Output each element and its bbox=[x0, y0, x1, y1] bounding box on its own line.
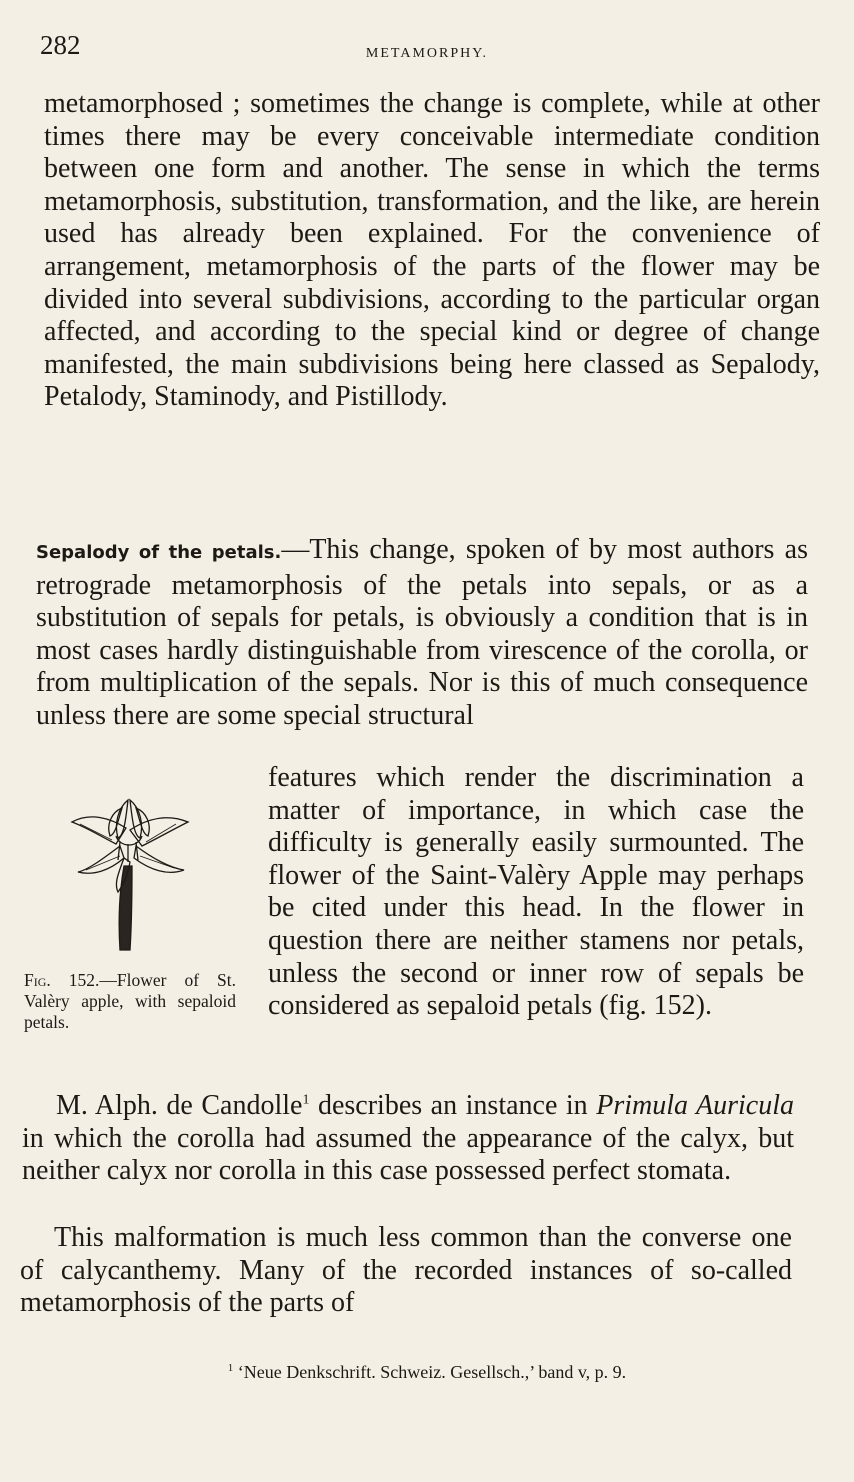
paragraph-sepalody-text: —This change, spoken of by most authors as retrograde metamorphosis of the petals into sepals, or as a substitution of sepals for petals, is obviously a condition that is in most cases hardly distinguishable from virescence of the corolla, or from multiplication of the sepals. Nor is this of much consequence unless there are some special structural bbox=[36, 534, 809, 731]
paragraph-candolle bbox=[22, 1090, 794, 1188]
footnote-mark: 1 bbox=[227, 1362, 234, 1374]
footnote-reference: 1 bbox=[302, 1092, 310, 1108]
paragraph-candolle-text-a: describes an instance in bbox=[309, 1090, 597, 1121]
figure-label: Fig. 152. bbox=[24, 970, 100, 990]
flower-drawing bbox=[60, 788, 200, 958]
page-number: 282 bbox=[40, 30, 81, 60]
figure-caption bbox=[24, 970, 236, 1033]
paragraph-metamorphosis-intro: metamorphosed ; sometimes the change is complete, while at other times there may be every conceivable intermediate condition between one form and another. The sense in which the terms metamorphosis, substitution, transformation, and the like, are herein used has already been explained. For the convenience of arrangement, metamorphosis of the parts of the flower may be divided into several subdivisions, according to the particular organ affected, and according to the special kind or degree of change manifested, the main subdivisions being here classed as Sepalody, Petalody, Staminody, and Pistillody. bbox=[44, 88, 820, 413]
running-head: METAMORPHY. bbox=[365, 46, 489, 61]
paragraph-sepalody bbox=[36, 534, 808, 733]
paragraph-candolle-text-b: in which the corolla had assumed the appearance of the calyx, but neither calyx nor corolla in this case possessed perfect stomata. bbox=[22, 1122, 794, 1187]
section-lead-sepalody: Sepalody of the petals. bbox=[36, 542, 282, 563]
author-name: M. Alph. de Candolle bbox=[56, 1090, 303, 1121]
paragraph-malformation bbox=[20, 1222, 792, 1320]
footnote bbox=[0, 1362, 854, 1383]
flower-illustration bbox=[60, 788, 200, 958]
species-name: Primula Auricula bbox=[596, 1090, 795, 1121]
figure-caption-text: —Flower of St. Valèry apple, with sepaloid petals. bbox=[24, 970, 236, 1032]
paragraph-sepalody-wrapped: features which render the discrimination a matter of importance, in which case the difficulty is generally easily surmounted. The flower of the Saint-Valèry Apple may perhaps be cited under this head. In the flower in question there are neither stamens nor petals, unless the second or inner row of sepals be considered as sepaloid petals (fig. 152). bbox=[268, 762, 804, 1022]
footnote-text: ‘Neue Denkschrift. Schweiz. Gesellsch.,’ band v, p. 9. bbox=[237, 1362, 627, 1382]
paragraph-malformation-text: This malformation is much less common than the converse one of calycanthemy. Many of the recorded instances of so-called metamorphosis of the parts of bbox=[20, 1222, 792, 1319]
page-header bbox=[0, 30, 854, 70]
